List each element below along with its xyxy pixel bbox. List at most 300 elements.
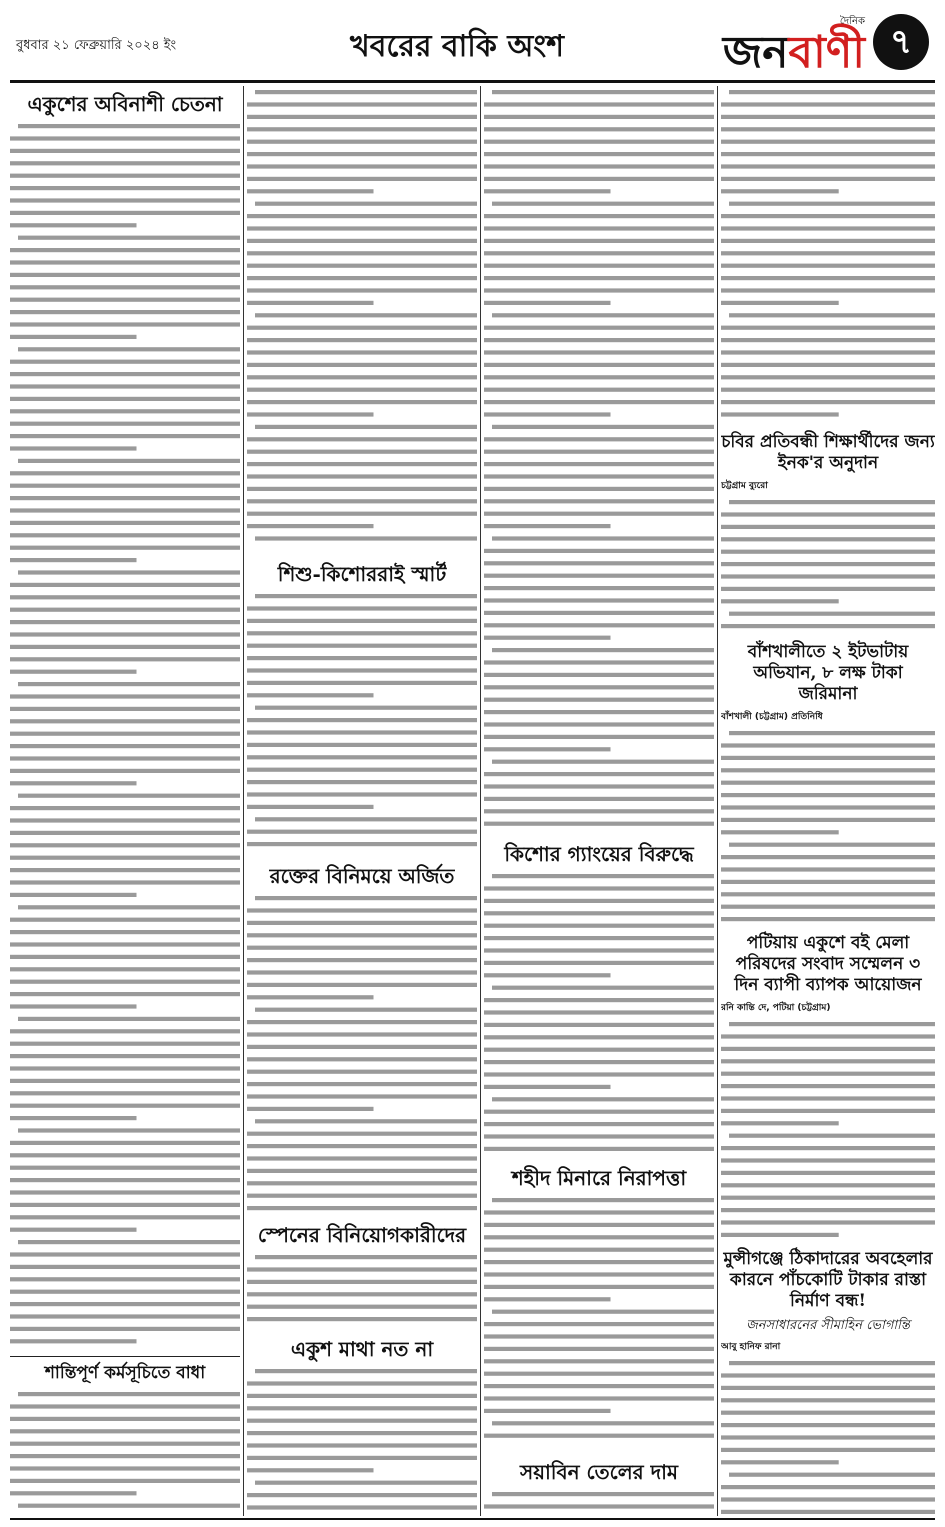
text-lines bbox=[10, 1388, 240, 1516]
text-line bbox=[247, 644, 477, 648]
text-line bbox=[247, 524, 374, 528]
text-line bbox=[247, 1045, 477, 1049]
text-line bbox=[484, 499, 714, 503]
text-line bbox=[247, 768, 477, 772]
article-body bbox=[247, 590, 477, 858]
text-line bbox=[484, 276, 714, 280]
text-line bbox=[484, 1072, 714, 1076]
text-line bbox=[10, 446, 137, 450]
text-line bbox=[484, 1235, 714, 1239]
text-line bbox=[484, 301, 611, 305]
text-line bbox=[18, 347, 240, 351]
text-line bbox=[247, 487, 477, 491]
text-line bbox=[484, 338, 714, 342]
text-lines bbox=[247, 1365, 477, 1516]
text-line bbox=[484, 239, 714, 243]
text-line bbox=[10, 136, 240, 140]
text-line bbox=[484, 1147, 714, 1151]
column-divider bbox=[480, 86, 481, 1516]
text-line bbox=[492, 986, 714, 990]
text-line bbox=[721, 388, 935, 392]
text-line bbox=[10, 1252, 240, 1256]
article-headline: শিশু-কিশোররাই স্মার্ট bbox=[277, 562, 447, 586]
text-line bbox=[10, 471, 240, 475]
article-byline: রনি কান্তি দে, পটিয়া (চট্টগ্রাম) bbox=[721, 1003, 831, 1013]
text-line bbox=[721, 239, 935, 243]
text-line bbox=[484, 1122, 714, 1126]
text-line bbox=[721, 251, 935, 255]
text-line bbox=[721, 574, 935, 578]
text-line bbox=[729, 1361, 935, 1365]
text-line bbox=[10, 174, 240, 178]
text-line bbox=[10, 583, 240, 587]
paper-logo bbox=[722, 14, 865, 78]
text-line bbox=[247, 177, 477, 181]
text-line bbox=[247, 152, 477, 156]
text-line bbox=[492, 536, 714, 540]
text-line bbox=[484, 747, 611, 751]
article-headline: শহীদ মিনারে নিরাপত্তা bbox=[511, 1166, 687, 1190]
text-line bbox=[247, 755, 477, 759]
text-line bbox=[484, 1035, 714, 1039]
text-line bbox=[721, 363, 935, 367]
text-line bbox=[247, 1144, 477, 1148]
text-line bbox=[721, 917, 935, 921]
text-line bbox=[10, 1066, 240, 1070]
text-line bbox=[721, 288, 935, 292]
text-line bbox=[247, 668, 477, 672]
text-line bbox=[255, 1255, 477, 1259]
text-line bbox=[10, 285, 240, 289]
text-line bbox=[10, 608, 240, 612]
text-line bbox=[247, 1169, 477, 1173]
text-line bbox=[721, 1423, 935, 1427]
text-line bbox=[247, 970, 477, 974]
text-line bbox=[18, 1017, 240, 1021]
article-body bbox=[721, 496, 935, 636]
text-line bbox=[484, 1085, 611, 1089]
text-line bbox=[247, 842, 477, 846]
text-line bbox=[484, 1396, 714, 1400]
text-line bbox=[10, 756, 240, 760]
column-4 bbox=[721, 86, 935, 1516]
text-line bbox=[247, 437, 477, 441]
text-line bbox=[255, 313, 477, 317]
text-line bbox=[721, 880, 935, 884]
text-line bbox=[484, 462, 714, 466]
text-line bbox=[721, 1034, 935, 1038]
text-line bbox=[484, 326, 714, 330]
text-line bbox=[18, 236, 240, 240]
text-line bbox=[484, 1223, 714, 1227]
text-line bbox=[721, 905, 935, 909]
text-line bbox=[721, 1072, 935, 1076]
text-line bbox=[247, 908, 477, 912]
text-line bbox=[484, 450, 714, 454]
text-line bbox=[484, 1409, 611, 1413]
text-line bbox=[247, 363, 477, 367]
text-line bbox=[721, 177, 935, 181]
text-line bbox=[10, 955, 240, 959]
text-line bbox=[721, 326, 935, 330]
text-line bbox=[247, 450, 477, 454]
text-line bbox=[484, 797, 714, 801]
text-line bbox=[484, 636, 611, 640]
divider bbox=[10, 1356, 240, 1357]
article-headline: পটিয়ায় একুশে বই মেলা পরিষদের সংবাদ সম্মেলন ৩ দিন ব্যাপী ব্যাপক আয়োজন bbox=[734, 933, 922, 995]
text-line bbox=[10, 707, 240, 711]
text-line bbox=[721, 400, 935, 404]
text-line bbox=[247, 226, 477, 230]
text-line bbox=[721, 867, 935, 871]
text-line bbox=[247, 512, 477, 516]
text-line bbox=[721, 164, 935, 168]
article-body bbox=[247, 892, 477, 1217]
text-line bbox=[492, 425, 714, 429]
text-line bbox=[721, 338, 935, 342]
text-line bbox=[484, 1297, 611, 1301]
article-byline: আবু হানিফ রানা bbox=[721, 1342, 781, 1352]
text-line bbox=[10, 1215, 240, 1219]
text-line bbox=[10, 1104, 240, 1108]
article-byline: চট্টগ্রাম ব্যুরো bbox=[721, 481, 768, 491]
text-line bbox=[721, 301, 839, 305]
article-body bbox=[484, 1194, 714, 1454]
text-line bbox=[721, 264, 935, 268]
text-line bbox=[721, 1171, 935, 1175]
text-line bbox=[10, 1277, 240, 1281]
text-line bbox=[10, 620, 240, 624]
text-line bbox=[721, 855, 935, 859]
text-line bbox=[484, 698, 714, 702]
text-line bbox=[10, 1417, 240, 1421]
article-headline: একুশের অবিনাশী চেতনা bbox=[27, 92, 223, 116]
text-line bbox=[721, 1220, 935, 1224]
text-line bbox=[247, 1094, 477, 1098]
text-line bbox=[721, 1435, 935, 1439]
text-line bbox=[492, 1198, 714, 1202]
text-line bbox=[247, 631, 477, 635]
text-line bbox=[729, 500, 935, 504]
text-line bbox=[247, 995, 374, 999]
text-line bbox=[10, 1491, 137, 1495]
text-line bbox=[247, 1317, 477, 1321]
text-line bbox=[721, 768, 935, 772]
text-line bbox=[484, 936, 714, 940]
text-line bbox=[10, 372, 240, 376]
text-line bbox=[10, 211, 240, 215]
text-line bbox=[484, 1110, 714, 1114]
text-line bbox=[10, 868, 240, 872]
text-line bbox=[484, 948, 714, 952]
text-line bbox=[492, 313, 714, 317]
text-line bbox=[10, 1153, 240, 1157]
text-line bbox=[484, 363, 714, 367]
article-subheadline: জনসাধারনের সীমাহিন ভোগান্তি bbox=[746, 1318, 910, 1333]
text-line bbox=[484, 961, 714, 965]
text-line bbox=[255, 202, 477, 206]
text-line bbox=[10, 769, 240, 773]
text-line bbox=[10, 818, 240, 822]
text-line bbox=[247, 792, 477, 796]
text-line bbox=[484, 772, 714, 776]
text-line bbox=[10, 1091, 240, 1095]
text-line bbox=[484, 673, 714, 677]
text-line bbox=[247, 656, 477, 660]
column-divider bbox=[243, 86, 244, 1516]
text-line bbox=[492, 1492, 714, 1496]
text-line bbox=[10, 397, 240, 401]
text-line bbox=[10, 732, 240, 736]
text-line bbox=[10, 360, 240, 364]
text-lines bbox=[484, 1488, 714, 1516]
text-line bbox=[729, 313, 935, 317]
text-line bbox=[484, 1285, 714, 1289]
text-line bbox=[484, 189, 611, 193]
text-line bbox=[10, 1404, 240, 1408]
text-line bbox=[247, 412, 374, 416]
text-line bbox=[721, 805, 935, 809]
text-line bbox=[492, 648, 714, 652]
text-lines bbox=[484, 86, 714, 836]
text-line bbox=[10, 434, 240, 438]
article-headline: শান্তিপূর্ণ কর্মসূচিতে বাধা bbox=[44, 1363, 206, 1383]
text-line bbox=[247, 1194, 477, 1198]
text-line bbox=[484, 524, 611, 528]
text-line bbox=[247, 693, 374, 697]
text-line bbox=[247, 921, 477, 925]
paper-prefix: দৈনিক bbox=[839, 16, 865, 27]
text-line bbox=[721, 1084, 935, 1088]
text-line bbox=[10, 918, 240, 922]
text-lines bbox=[247, 1251, 477, 1331]
article-headline: মুন্সীগঞ্জে ঠিকাদারের অবহেলার কারনে পাঁচকোটি টাকার রাস্তা নির্মাণ বন্ধ! bbox=[723, 1249, 933, 1311]
text-line bbox=[484, 152, 714, 156]
text-line bbox=[721, 756, 935, 760]
text-lines bbox=[247, 892, 477, 1217]
text-line bbox=[484, 1272, 714, 1276]
article-headline: স্পেনের বিনিয়োগকারীদের bbox=[257, 1223, 467, 1247]
column-3 bbox=[484, 86, 714, 1516]
text-line bbox=[484, 288, 714, 292]
text-line bbox=[484, 102, 714, 106]
text-line bbox=[484, 822, 714, 826]
text-line bbox=[247, 1292, 477, 1296]
text-line bbox=[721, 562, 935, 566]
text-line bbox=[10, 1314, 240, 1318]
text-line bbox=[484, 1334, 714, 1338]
text-line bbox=[721, 214, 935, 218]
text-line bbox=[484, 177, 714, 181]
text-line bbox=[255, 1481, 477, 1485]
article-body bbox=[247, 1365, 477, 1516]
text-line bbox=[484, 1372, 714, 1376]
text-line bbox=[729, 843, 935, 847]
text-line bbox=[721, 1109, 935, 1113]
text-line bbox=[10, 508, 240, 512]
text-line bbox=[247, 743, 477, 747]
text-line bbox=[721, 830, 839, 834]
text-line bbox=[18, 682, 240, 686]
text-line bbox=[10, 260, 240, 264]
text-line bbox=[484, 623, 714, 627]
text-line bbox=[10, 248, 240, 252]
text-line bbox=[721, 1096, 935, 1100]
text-line bbox=[10, 558, 137, 562]
text-line bbox=[10, 1290, 240, 1294]
text-line bbox=[721, 599, 839, 603]
text-line bbox=[484, 1010, 714, 1014]
text-line bbox=[247, 780, 477, 784]
text-line bbox=[484, 1347, 714, 1351]
text-line bbox=[10, 595, 240, 599]
text-line bbox=[10, 1116, 137, 1120]
text-line bbox=[247, 1156, 477, 1160]
text-line bbox=[255, 817, 477, 821]
article-body bbox=[721, 86, 935, 426]
text-line bbox=[247, 301, 374, 305]
text-line bbox=[10, 1228, 137, 1232]
text-line bbox=[10, 930, 240, 934]
text-line bbox=[721, 152, 935, 156]
text-line bbox=[247, 164, 477, 168]
text-lines bbox=[721, 727, 935, 927]
text-line bbox=[721, 1386, 935, 1390]
text-line bbox=[10, 992, 240, 996]
text-line bbox=[247, 681, 477, 685]
text-line bbox=[247, 805, 374, 809]
text-line bbox=[721, 276, 935, 280]
text-line bbox=[247, 276, 477, 280]
text-line bbox=[255, 1369, 477, 1373]
text-line bbox=[247, 830, 477, 834]
text-line bbox=[721, 189, 839, 193]
text-line bbox=[492, 1097, 714, 1101]
text-line bbox=[10, 1079, 240, 1083]
text-line bbox=[247, 933, 477, 937]
text-line bbox=[484, 735, 714, 739]
text-line bbox=[492, 1421, 714, 1425]
footer-rule bbox=[10, 1518, 935, 1520]
text-line bbox=[10, 781, 137, 785]
text-line bbox=[10, 273, 240, 277]
text-line bbox=[247, 388, 477, 392]
text-line bbox=[10, 1327, 240, 1331]
text-line bbox=[247, 127, 477, 131]
text-line bbox=[247, 239, 477, 243]
text-line bbox=[10, 980, 240, 984]
text-line bbox=[484, 598, 714, 602]
text-line bbox=[729, 1134, 935, 1138]
text-line bbox=[255, 425, 477, 429]
text-line bbox=[10, 1166, 240, 1170]
text-line bbox=[247, 375, 477, 379]
text-line bbox=[255, 1119, 477, 1123]
text-line bbox=[247, 1468, 374, 1472]
text-line bbox=[492, 1310, 714, 1314]
text-line bbox=[255, 896, 477, 900]
text-lines bbox=[721, 1357, 935, 1516]
text-line bbox=[247, 1493, 477, 1497]
text-line bbox=[721, 1398, 935, 1402]
text-line bbox=[10, 657, 240, 661]
text-lines bbox=[721, 86, 935, 426]
text-line bbox=[247, 1305, 477, 1309]
text-line bbox=[484, 251, 714, 255]
text-line bbox=[484, 214, 714, 218]
text-line bbox=[255, 706, 477, 710]
text-line bbox=[721, 624, 935, 628]
text-line bbox=[10, 1302, 240, 1306]
text-line bbox=[18, 1128, 240, 1132]
text-line bbox=[10, 322, 240, 326]
text-line bbox=[721, 1460, 839, 1464]
text-line bbox=[721, 127, 935, 131]
text-line bbox=[484, 127, 714, 131]
text-line bbox=[721, 115, 935, 119]
text-line bbox=[10, 198, 240, 202]
text-line bbox=[721, 140, 935, 144]
text-line bbox=[10, 1178, 240, 1182]
text-line bbox=[484, 722, 714, 726]
text-line bbox=[729, 1473, 935, 1477]
text-line bbox=[484, 115, 714, 119]
text-line bbox=[484, 899, 714, 903]
text-line bbox=[10, 409, 240, 413]
text-line bbox=[721, 375, 935, 379]
text-line bbox=[484, 561, 714, 565]
paper-name-b: বাণী bbox=[788, 27, 865, 78]
text-line bbox=[10, 1454, 240, 1458]
text-line bbox=[10, 422, 240, 426]
text-line bbox=[247, 1267, 477, 1271]
text-line bbox=[10, 496, 240, 500]
text-line bbox=[721, 781, 935, 785]
text-line bbox=[10, 744, 240, 748]
text-line bbox=[247, 462, 477, 466]
text-line bbox=[18, 1392, 240, 1396]
article-body bbox=[10, 120, 240, 1350]
text-lines bbox=[247, 590, 477, 858]
text-line bbox=[721, 587, 935, 591]
text-line bbox=[10, 384, 240, 388]
text-line bbox=[247, 1206, 477, 1210]
text-line bbox=[247, 958, 477, 962]
text-line bbox=[247, 1419, 477, 1423]
text-line bbox=[247, 1032, 477, 1036]
text-line bbox=[247, 326, 477, 330]
text-line bbox=[247, 115, 477, 119]
text-line bbox=[721, 1485, 935, 1489]
text-line bbox=[247, 1057, 477, 1061]
text-line bbox=[247, 102, 477, 106]
text-line bbox=[247, 1132, 477, 1136]
text-line bbox=[484, 437, 714, 441]
text-line bbox=[484, 512, 714, 516]
text-line bbox=[721, 1233, 839, 1237]
text-line bbox=[721, 525, 935, 529]
text-line bbox=[10, 1203, 240, 1207]
text-line bbox=[729, 90, 935, 94]
text-line bbox=[10, 1442, 240, 1446]
text-line bbox=[484, 809, 714, 813]
text-line bbox=[247, 338, 477, 342]
text-line bbox=[721, 1183, 935, 1187]
text-line bbox=[721, 412, 839, 416]
text-line bbox=[247, 1082, 477, 1086]
text-line bbox=[484, 474, 714, 478]
paper-name-a: জন bbox=[722, 27, 789, 78]
